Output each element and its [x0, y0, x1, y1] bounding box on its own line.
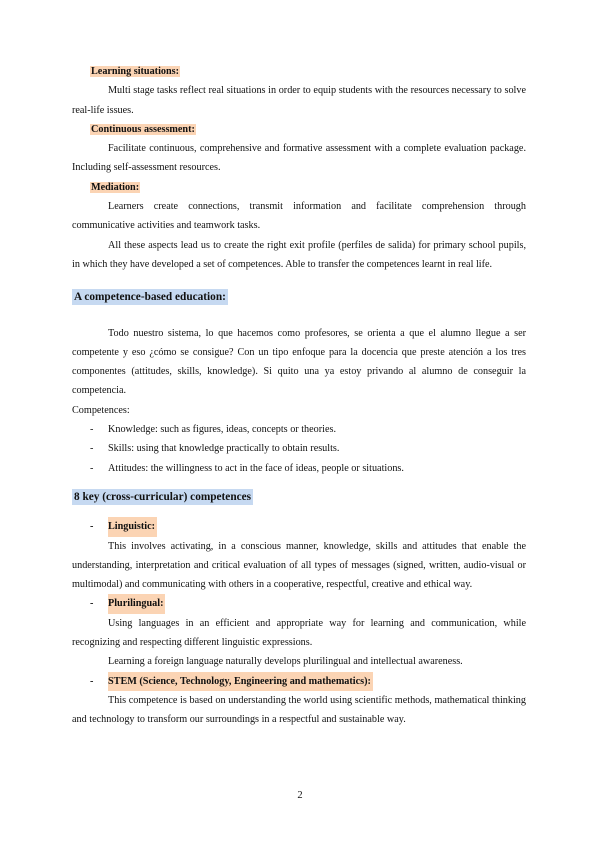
plurilingual-text: Using languages in an efficient and appropriate way for learning and communication, while recognizing and respecting different linguistic expressions. — [72, 617, 526, 649]
competence-item-attitudes: - Attitudes: the willingness to act in the face of ideas, people or situations. — [72, 459, 526, 478]
plurilingual-heading: - Plurilingual: — [72, 594, 526, 613]
competence-based-heading-wrap — [72, 288, 526, 307]
mediation-heading: Mediation: — [91, 181, 140, 193]
competence-item-skills: - Skills: using that knowledge practically to obtain results. — [72, 439, 526, 458]
mediation-text: Learners create connections, transmit information and facilitate comprehension through communicative activities and teamwork tasks. — [72, 201, 526, 232]
page-number: 2 — [297, 790, 303, 801]
stem-heading: - STEM (Science, Technology, Engineering and mathematics): — [72, 672, 526, 691]
competence-based-heading: A competence-based education: — [74, 291, 226, 304]
continuous-assessment-text: Facilitate continuous, comprehensive and formative assessment with a complete evaluation package. Including self-assessment resources. — [72, 143, 526, 174]
learning-situations-text: Multi stage tasks reflect real situations in order to equip students with the resources necessary to solve real-life issues. — [72, 85, 526, 116]
learning-situations-heading: Learning situations: — [91, 66, 180, 77]
stem-text: This competence is based on understanding the world using scientific methods, mathematical thinking and technology to transform our surroundings in a respectful and sustainable way. — [72, 694, 526, 726]
linguistic-heading: - Linguistic: — [72, 517, 526, 536]
list-dash: - — [90, 424, 94, 436]
linguistic-text: This involves activating, in a conscious manner, knowledge, skills and attitudes that enable the understanding, interpretation and critical evaluation of all types of messages (signed, written, audio-visual or multimodal) and communicating with others in a cooperative, respectful, creative and ethical way. — [72, 540, 526, 591]
continuous-assessment-heading: Continuous assessment: — [91, 123, 195, 135]
exit-profile-text: All these aspects lead us to create the right exit profile (perfiles de salida) for primary school pupils, in which they have developed a set of competences. Able to transfer the competences learnt in real life. — [72, 239, 526, 270]
list-dash: - — [90, 443, 94, 455]
key-competences-heading: 8 key (cross-curricular) competences — [74, 490, 252, 503]
competences-label: Competences: — [72, 404, 130, 416]
plurilingual-text-2: Learning a foreign language naturally develops plurilingual and intellectual awareness. — [108, 656, 463, 668]
document-page — [72, 62, 526, 730]
list-dash: - — [90, 521, 94, 533]
list-dash: - — [90, 462, 94, 474]
list-dash: - — [90, 598, 94, 610]
competence-based-intro: Todo nuestro sistema, lo que hacemos como profesores, se orienta a que el alumno llegue a ser competente y eso ¿cómo se consigue? Con un tipo enfoque para la docencia que preste atención a los tres componentes (attitudes, skills, knowledge). Si quito una ya estoy privando al alumno de conseguir la competencia. — [72, 327, 526, 397]
key-competences-heading-wrap — [72, 488, 526, 507]
competence-item-knowledge: - Knowledge: such as figures, ideas, concepts or theories. — [72, 420, 526, 439]
list-dash: - — [90, 675, 94, 687]
